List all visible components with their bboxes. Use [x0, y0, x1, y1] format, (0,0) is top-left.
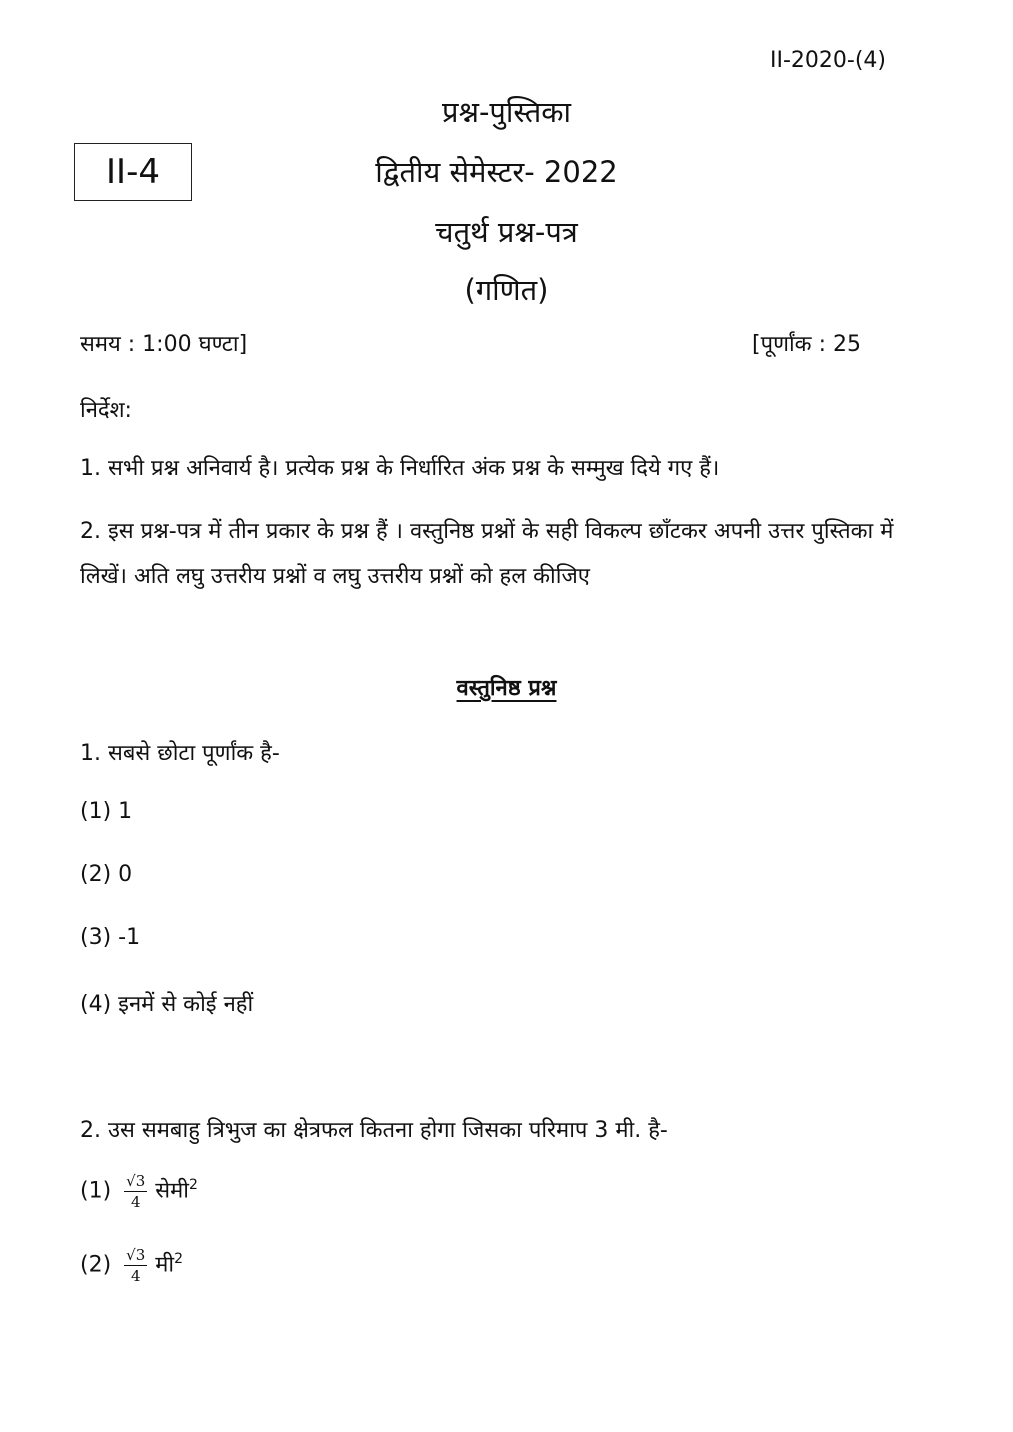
fraction	[124, 1172, 147, 1211]
fraction-denominator: 4	[130, 1267, 141, 1285]
time-allowed: समय : 1:00 घण्टा]	[80, 332, 248, 357]
unit-power: 2	[189, 1177, 198, 1194]
answer-option	[80, 1246, 183, 1285]
answer-option	[80, 1172, 198, 1211]
option-label: (2)	[80, 1252, 112, 1278]
paper-title: चतुर्थ प्रश्न-पत्र	[435, 215, 578, 249]
question-text: 2. उस समबाहु त्रिभुज का क्षेत्रफल कितना होगा जिसका परिमाप 3 मी. है-	[80, 1118, 668, 1143]
answer-option: (3) -1	[80, 925, 141, 950]
instruction-item: 2. इस प्रश्न-पत्र में तीन प्रकार के प्रश्न हैं । वस्तुनिष्ठ प्रश्नों के सही विकल्प छाँटकर अपनी उत्तर पुस्तिका में लिखें। अति लघु उत्तरीय प्रश्नों व लघु उत्तरीय प्रश्नों को हल कीजिए	[80, 519, 894, 589]
subject-title: (गणित)	[464, 273, 549, 307]
option-unit: सेमी	[155, 1178, 190, 1204]
answer-option: (2) 0	[80, 862, 133, 887]
section-heading	[0, 672, 1013, 702]
booklet-title: प्रश्न-पुस्तिका	[441, 95, 572, 129]
max-marks: [पूर्णांक : 25	[752, 332, 861, 357]
section-title: वस्तुनिष्ठ प्रश्न	[456, 676, 557, 701]
instruction-item: 1. सभी प्रश्न अनिवार्य है। प्रत्येक प्रश्न के निर्धारित अंक प्रश्न के सम्मुख दिये गए हैं।	[80, 456, 720, 481]
answer-option: (4) इनमें से कोई नहीं	[80, 992, 254, 1017]
page-code: II-2020-(4)	[770, 48, 887, 73]
fraction-numerator: √3	[126, 1172, 146, 1190]
paper-code-box: II-4	[74, 143, 192, 201]
question-text: 1. सबसे छोटा पूर्णांक है-	[80, 741, 280, 766]
instructions-heading: निर्देश:	[80, 398, 132, 423]
unit-power: 2	[174, 1251, 184, 1268]
option-unit: मी	[155, 1252, 175, 1278]
semester-title: द्वितीय सेमेस्टर- 2022	[375, 155, 618, 189]
fraction-numerator: √3	[126, 1246, 146, 1264]
answer-option: (1) 1	[80, 799, 133, 824]
option-label: (1)	[80, 1178, 112, 1204]
fraction	[124, 1246, 147, 1285]
fraction-denominator: 4	[130, 1193, 141, 1211]
